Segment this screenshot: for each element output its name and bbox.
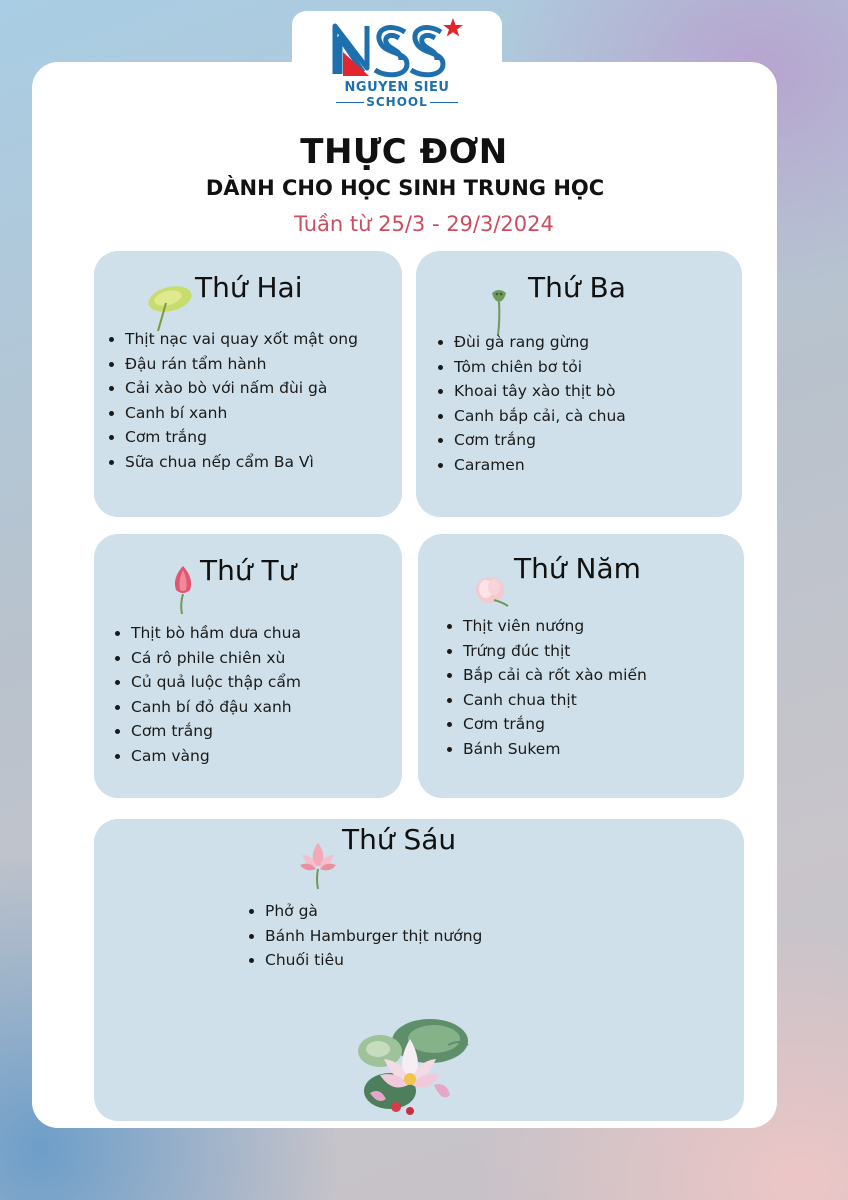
day-card-friday xyxy=(94,819,744,1121)
lotus-bloom-icon xyxy=(472,572,512,608)
dish-list-monday xyxy=(105,327,358,475)
list-item: • Caramen xyxy=(454,453,626,478)
day-card-thursday xyxy=(418,534,744,798)
logo-school-line: SCHOOL xyxy=(322,95,472,109)
list-item: • Bánh Hamburger thịt nướng xyxy=(265,924,482,949)
list-item: • Canh bí xanh xyxy=(125,401,358,426)
day-title-thursday: Thứ Năm xyxy=(514,552,641,585)
list-item: • Thịt viên nướng xyxy=(463,614,647,639)
day-title-monday: Thứ Hai xyxy=(195,271,303,304)
list-item: • Canh chua thịt xyxy=(463,688,647,713)
menu-title: THỰC ĐƠN xyxy=(300,132,508,172)
list-item: • Phở gà xyxy=(265,899,482,924)
list-item: • Đậu rán tẩm hành xyxy=(125,352,358,377)
week-range: Tuần từ 25/3 - 29/3/2024 xyxy=(294,212,554,236)
list-item: • Bắp cải cà rốt xào miến xyxy=(463,663,647,688)
day-card-tuesday xyxy=(416,251,742,517)
dish-list-thursday xyxy=(443,614,647,762)
day-title-friday: Thứ Sáu xyxy=(342,823,457,856)
list-item: • Cam vàng xyxy=(131,744,301,769)
list-item: • Canh bí đỏ đậu xanh xyxy=(131,695,301,720)
list-item: • Thịt nạc vai quay xốt mật ong xyxy=(125,327,358,352)
list-item: • Củ quả luộc thập cẩm xyxy=(131,670,301,695)
list-item: • Cơm trắng xyxy=(131,719,301,744)
day-card-wednesday xyxy=(94,534,402,798)
list-item: • Bánh Sukem xyxy=(463,737,647,762)
dish-list-tuesday xyxy=(434,330,626,478)
dish-list-wednesday xyxy=(111,621,301,769)
list-item: • Cơm trắng xyxy=(463,712,647,737)
lotus-leaf-icon xyxy=(144,281,194,333)
lotus-bouquet-icon xyxy=(350,1015,474,1119)
list-item: • Sữa chua nếp cẩm Ba Vì xyxy=(125,450,358,475)
day-title-tuesday: Thứ Ba xyxy=(528,271,626,304)
list-item: • Cải xào bò với nấm đùi gà xyxy=(125,376,358,401)
list-item: • Trứng đúc thịt xyxy=(463,639,647,664)
logo-name-line: NGUYEN SIEU xyxy=(344,80,450,95)
day-card-monday xyxy=(94,251,402,517)
day-title-wednesday: Thứ Tư xyxy=(200,554,297,587)
school-logo xyxy=(322,16,472,124)
lotus-flower-icon xyxy=(296,839,340,891)
list-item: • Tôm chiên bơ tỏi xyxy=(454,355,626,380)
list-item: • Thịt bò hầm dưa chua xyxy=(131,621,301,646)
list-item: • Chuối tiêu xyxy=(265,948,482,973)
nss-logo-mark-icon xyxy=(329,16,465,80)
dish-list-friday xyxy=(245,899,482,973)
list-item: • Canh bắp cải, cà chua xyxy=(454,404,626,429)
list-item: • Cơm trắng xyxy=(125,425,358,450)
menu-subtitle: DÀNH CHO HỌC SINH TRUNG HỌC xyxy=(205,176,605,200)
list-item: • Đùi gà rang gừng xyxy=(454,330,626,355)
lotus-bud-icon xyxy=(168,564,198,616)
list-item: • Cơm trắng xyxy=(454,428,626,453)
list-item: • Cá rô phile chiên xù xyxy=(131,646,301,671)
list-item: • Khoai tây xào thịt bò xyxy=(454,379,626,404)
